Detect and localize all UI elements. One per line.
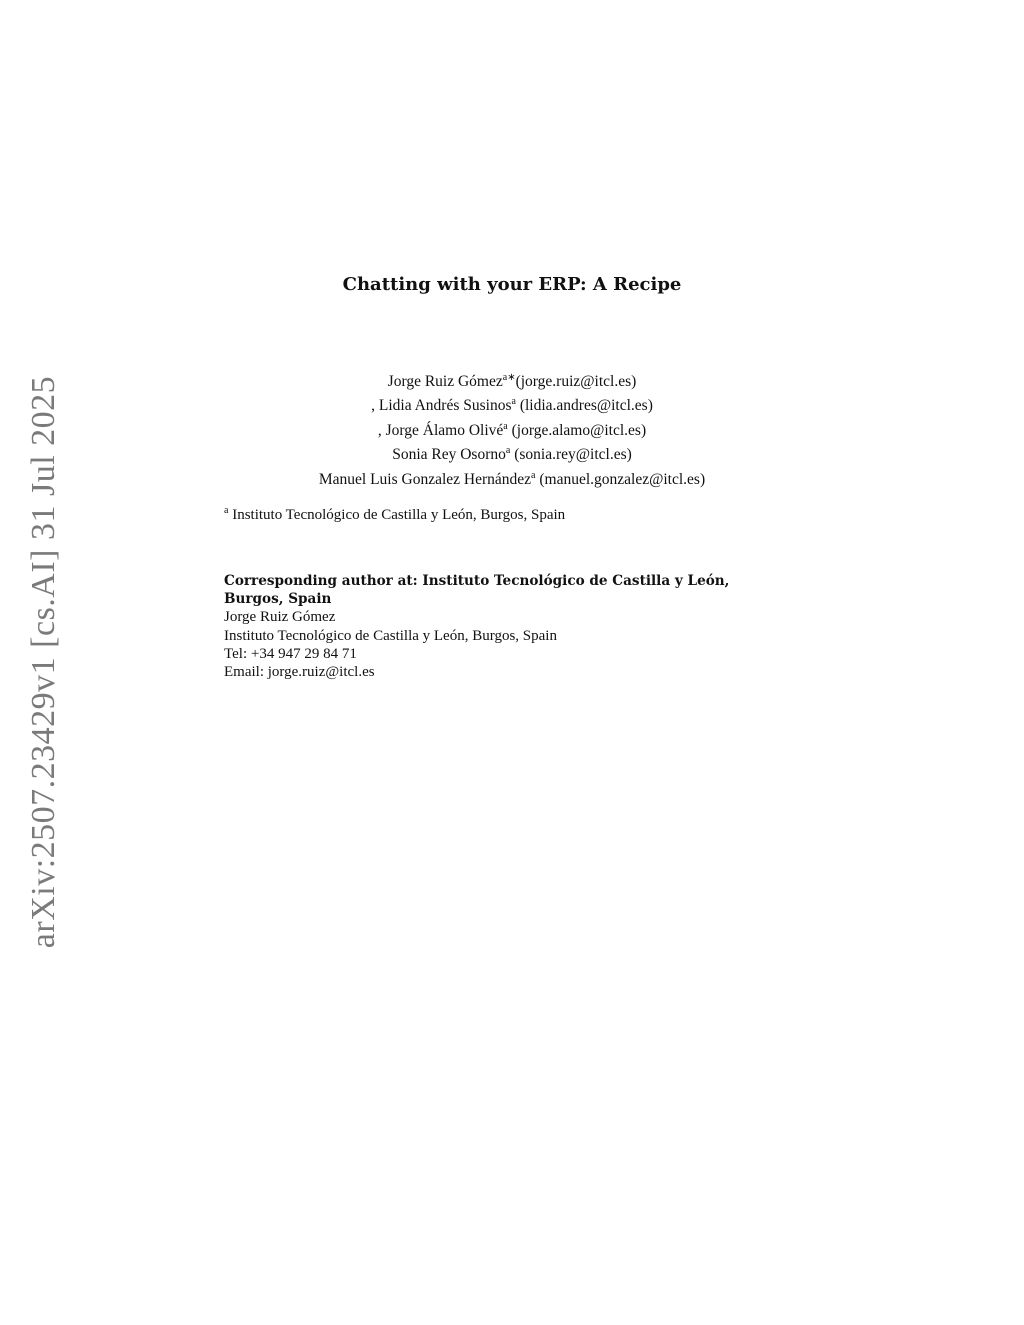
author-list [0, 368, 1024, 490]
corresponding-author-tel: Tel: +34 947 29 84 71 [224, 645, 357, 662]
affiliation-marker: a∗ [502, 372, 516, 383]
author-prefix: , [371, 397, 379, 415]
author-email: (jorge.ruiz@itcl.es) [515, 373, 637, 391]
affiliation-marker: a [503, 420, 508, 432]
author-line [0, 417, 1024, 441]
author-line [0, 466, 1024, 490]
arxiv-identifier-stamp: arXiv:2507.23429v1 [cs.AI] 31 Jul 2025 [25, 375, 62, 949]
corresponding-author-block [224, 572, 784, 681]
author-email: (manuel.gonzalez@itcl.es) [535, 470, 706, 488]
author-email: (lidia.andres@itcl.es) [515, 397, 653, 415]
author-name: Jorge Álamo Olivé [385, 422, 504, 440]
author-email: (jorge.alamo@itcl.es) [507, 422, 647, 440]
affiliation-marker: a [224, 505, 229, 516]
author-name: Jorge Ruiz Gómez [387, 373, 503, 391]
author-prefix: , [377, 422, 386, 440]
author-line [0, 368, 1024, 392]
corresponding-author-email: Email: jorge.ruiz@itcl.es [224, 664, 375, 681]
author-line [0, 392, 1024, 416]
affiliation-note [224, 505, 565, 524]
author-line [0, 441, 1024, 465]
paper-title: Chatting with your ERP: A Recipe [342, 274, 682, 295]
corresponding-author-heading: Corresponding author at: Instituto Tecnológico de Castilla y León, Burgos, Spain [224, 573, 730, 608]
author-name: Manuel Luis Gonzalez Hernández [318, 470, 532, 488]
author-email: (sonia.rey@itcl.es) [510, 446, 632, 464]
corresponding-author-institution: Instituto Tecnológico de Castilla y León, Burgos, Spain [224, 627, 557, 644]
author-name: Lidia Andrés Susinos [378, 397, 512, 415]
corresponding-author-name: Jorge Ruiz Gómez [224, 609, 336, 626]
affiliation-marker: a [511, 396, 516, 408]
affiliation-text: Instituto Tecnológico de Castilla y León, Burgos, Spain [228, 507, 566, 523]
affiliation-marker: a [505, 445, 511, 457]
affiliation-marker: a [531, 469, 536, 481]
author-name: Sonia Rey Osorno [392, 446, 506, 464]
